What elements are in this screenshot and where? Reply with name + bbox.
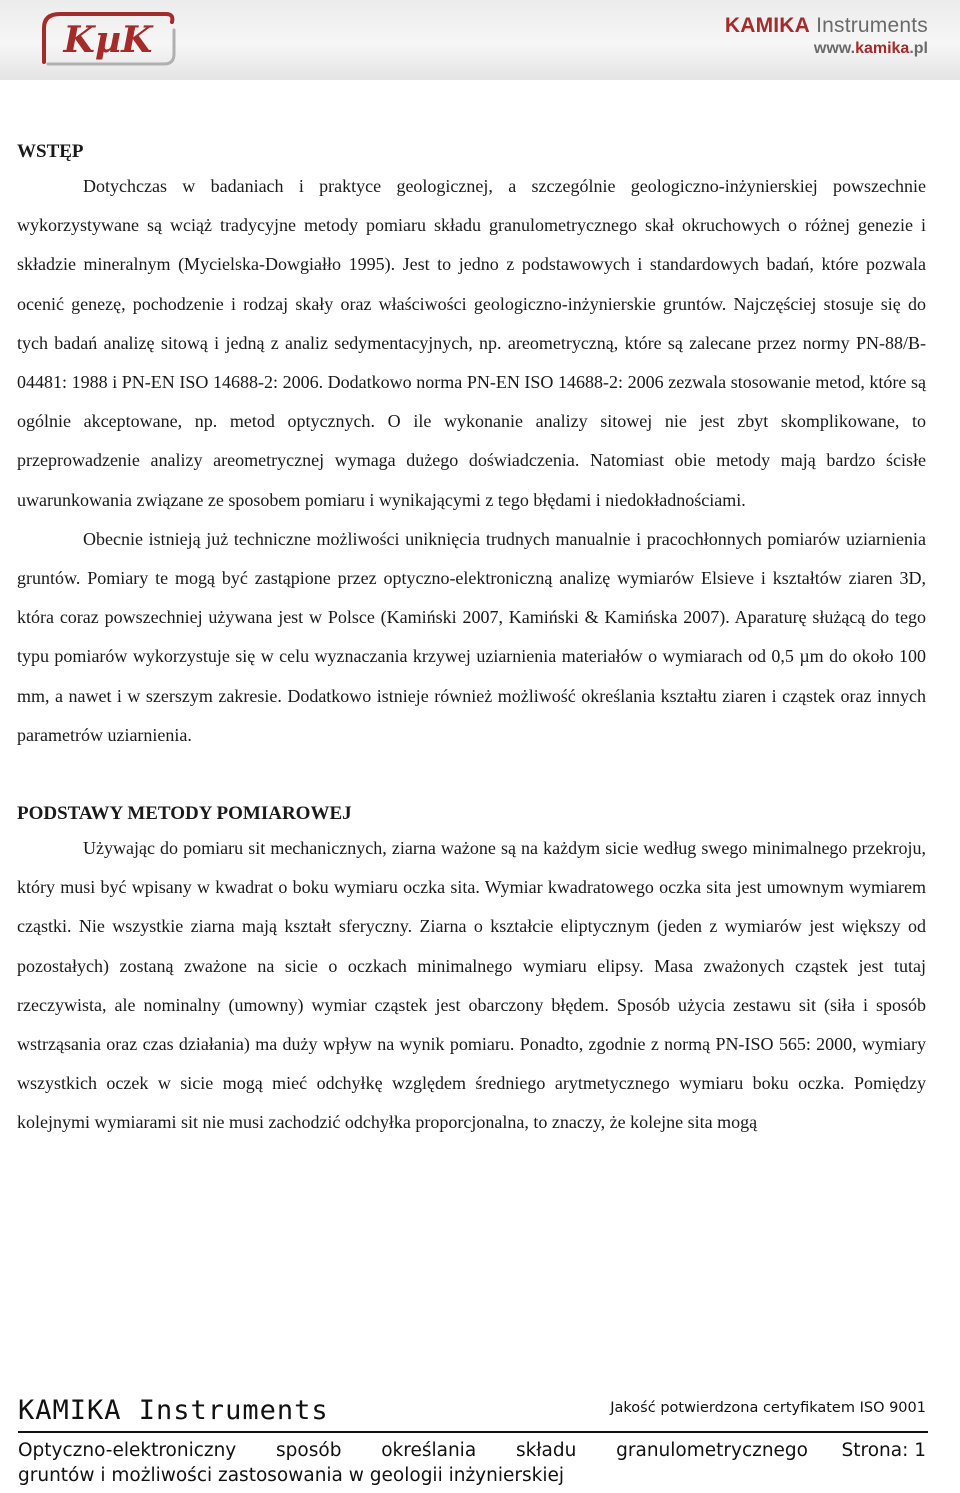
footer-title-line1: Optyczno-elektroniczny sposób określania składu granulometrycznego bbox=[18, 1440, 808, 1461]
footer-document-title bbox=[18, 1438, 808, 1488]
url-suffix: .pl bbox=[909, 40, 928, 57]
kuk-logo bbox=[38, 6, 178, 66]
section-heading-wstep: WSTĘP bbox=[17, 141, 84, 162]
footer-title-line2: gruntów i możliwości zastosowania w geologii inżynierskiej bbox=[18, 1465, 564, 1486]
footer-brand: KAMIKA Instruments bbox=[18, 1395, 329, 1426]
section-heading-podstawy: PODSTAWY METODY POMIAROWEJ bbox=[17, 803, 352, 825]
brand-name bbox=[725, 14, 928, 38]
footer-certification: Jakość potwierdzona certyfikatem ISO 9001 bbox=[610, 1400, 926, 1416]
logo-text: KµK bbox=[63, 19, 153, 61]
page-header bbox=[0, 0, 960, 80]
document-body bbox=[17, 137, 926, 1143]
brand-prefix: KAMIKA bbox=[724, 14, 811, 37]
brand-suffix: Instruments bbox=[810, 14, 928, 37]
paragraph: Obecnie istnieją już techniczne możliwości uniknięcia trudnych manualnie i pracochłonnych pomiarów uziarnienia gruntów. Pomiary te mogą być zastąpione przez optyczno-elektroniczną analizę wymiarów Elsieve i kształtów ziaren 3D, która coraz powszechniej używana jest w Polsce (Kamiński 2007, Kamiński & Kamińska 2007). Aparaturę służącą do tego typu pomiarów wykorzystuje się w celu wyznaczania krzywej uziarnienia materiałów o wymiarach od 0,5 µm do około 100 mm, a nawet i w szerszym zakresie. Dodatkowo istnieje również możliwość określania kształtu ziaren i cząstek oraz innych parametrów uziarnienia. bbox=[17, 528, 926, 745]
paragraph: Używając do pomiaru sit mechanicznych, ziarna ważone są na każdym sicie według swego minimalnego przekroju, który musi być wpisany w kwadrat o boku wymiaru oczka sita. Wymiar kwadratowego oczka sita jest umownym wymiarem cząstki. Nie wszystkie ziarna mają kształt sferyczny. Ziarna o kształcie eliptycznym (jeden z wymiarów jest większy od pozostałych) zostaną zważone na sicie o oczkach minimalnego wymiaru elipsy. Masa zważonych cząstek jest tutaj rzeczywista, ale nominalny (umowny) wymiar cząstek jest obarczony błędem. Sposób użycia zestawu sit (siła i sposób wstrząsania oraz czas działania) ma duży wpływ na wynik pomiaru. Ponadto, zgodnie z normą PN-ISO 565: 2000, wymiary wszystkich oczek w sicie mogą mieć odchyłkę względem średniego arytmetycznego wymiaru boku oczka. Pomiędzy kolejnymi wymiarami sit nie musi zachodzić odchyłka proporcjonalna, to znaczy, że kolejne sita mogą bbox=[17, 838, 926, 1133]
footer-divider bbox=[18, 1431, 928, 1433]
paragraph: Dotychczas w badaniach i praktyce geologicznej, a szczególnie geologiczno-inżynierskiej powszechnie wykorzystywane są wciąż tradycyjne metody pomiaru składu granulometrycznego skał okruchowych o różnej genezie i składzie mineralnym (Mycielska-Dowgiałło 1995). Jest to jedno z podstawowych i standardowych badań, które pozwala ocenić genezę, pochodzenie i rodzaj skały oraz właściwości geologiczno-inżynierskie gruntów. Najczęściej stosuje się do tych badań analizę sitową i jedną z analiz sedymentacyjnych, np. areometryczną, które są zalecane przez normy PN-88/B-04481: 1988 i PN-EN ISO 14688-2: 2006. Dodatkowo norma PN-EN ISO 14688-2: 2006 zezwala stosowanie metod, które są ogólnie akceptowane, np. metod optycznych. O ile wykonanie analizy sitowej nie jest zbyt skomplikowane, to przeprowadzenie analizy areometrycznej wymaga dużego doświadczenia. Natomiast obie metody mają bardzo ścisłe uwarunkowania związane ze sposobem pomiaru i wynikającymi z tego błędami i niedokładnościami. bbox=[17, 176, 926, 510]
section-gap bbox=[17, 755, 926, 799]
url-prefix: www. bbox=[813, 40, 856, 57]
url-brand: kamika bbox=[855, 40, 910, 57]
brand-block bbox=[725, 14, 928, 58]
brand-url[interactable] bbox=[725, 40, 928, 58]
page-number: Strona: 1 bbox=[841, 1440, 926, 1461]
